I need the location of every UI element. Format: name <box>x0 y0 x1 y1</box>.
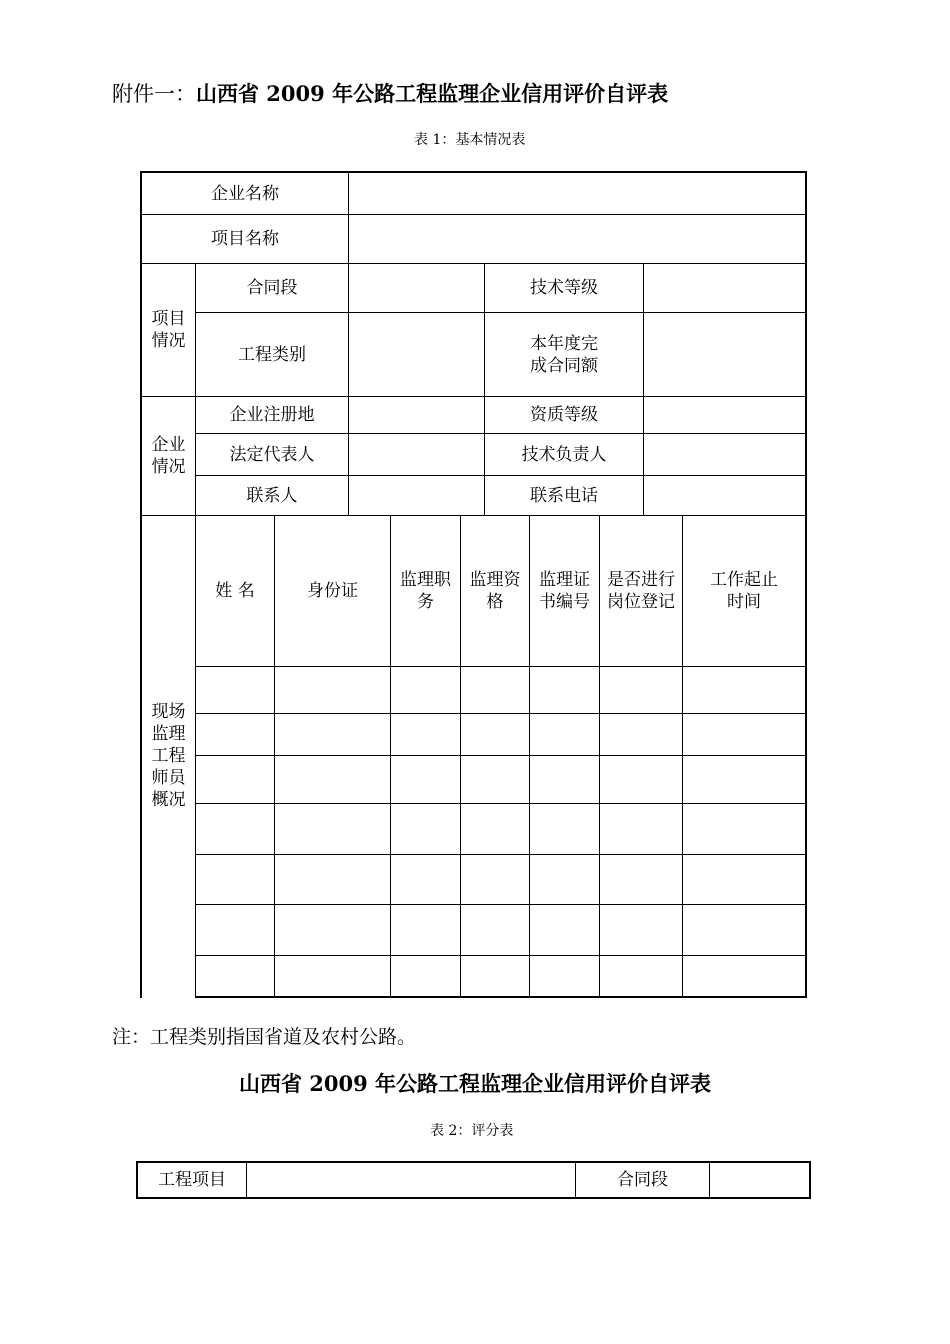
table1-caption: 表 1：基本情况表 <box>414 132 526 148</box>
col-duty-header: 监理职务 <box>400 570 451 612</box>
tech-lead-label: 技术负责人 <box>521 444 607 465</box>
project-value[interactable] <box>247 1163 575 1197</box>
annual-amount-label: 本年度完成合同额 <box>530 333 598 376</box>
company-group-label: 企业情况 <box>151 435 186 477</box>
reg-place-label: 企业注册地 <box>229 405 315 425</box>
contact-label: 联系人 <box>246 485 298 506</box>
legal-rep-label: 法定代表人 <box>229 444 315 465</box>
project-group-label: 项目情况 <box>151 309 186 351</box>
col-cert-number-header: 监理证书编号 <box>539 570 590 612</box>
col-qualification-header: 监理资格 <box>469 570 521 612</box>
contract-label: 合同段 <box>617 1170 668 1190</box>
title-main: 山西省 2009 年公路工程监理企业信用评价自评表 <box>196 81 669 106</box>
col-id-header: 身份证 <box>307 581 358 601</box>
table2-caption: 表 2：评分表 <box>430 1123 514 1139</box>
table1-note: 注：工程类别指国省道及农村公路。 <box>112 1026 417 1048</box>
col-name-header: 姓 名 <box>215 581 255 601</box>
contract-value[interactable] <box>710 1163 809 1197</box>
col-registration-header: 是否进行岗位登记 <box>607 570 675 612</box>
title-prefix: 附件一： <box>112 82 196 106</box>
qualification-label: 资质等级 <box>530 405 598 425</box>
contract-section-label: 合同段 <box>246 278 298 298</box>
tech-grade-label: 技术等级 <box>530 278 598 298</box>
company-name-label: 企业名称 <box>211 183 279 204</box>
staff-group-label: 现场监理工程师员概况 <box>151 702 186 810</box>
project-type-label: 工程类别 <box>238 344 306 365</box>
section2-title: 山西省 2009 年公路工程监理企业信用评价自评表 <box>238 1071 712 1096</box>
project-label: 工程项目 <box>158 1170 226 1190</box>
project-name-label: 项目名称 <box>211 229 279 249</box>
col-work-period-header: 工作起止时间 <box>710 570 778 612</box>
phone-label: 联系电话 <box>530 485 598 506</box>
